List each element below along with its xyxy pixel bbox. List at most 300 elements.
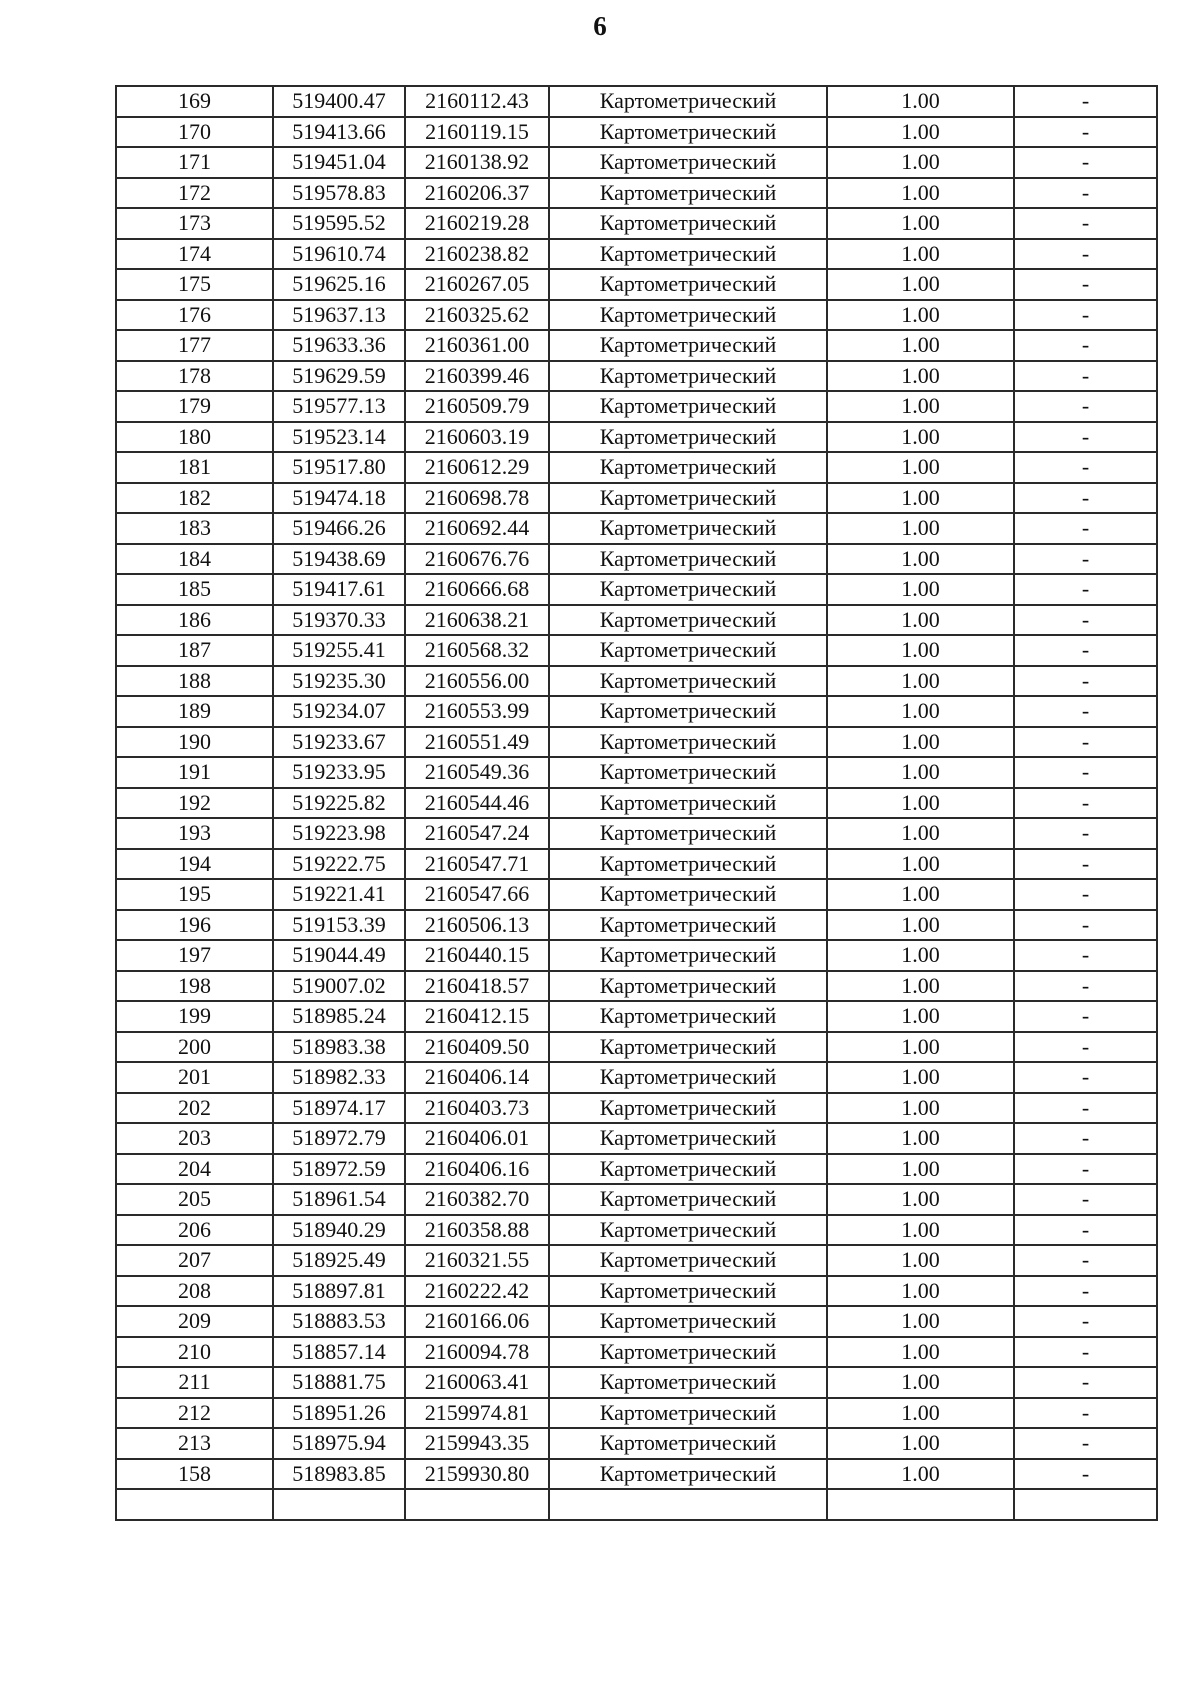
description-cell: - [1014,910,1157,941]
x-coordinate-cell: 519234.07 [273,696,405,727]
table-row [116,1215,1157,1246]
table-row [116,1123,1157,1154]
x-coordinate-cell: 519610.74 [273,239,405,270]
accuracy-cell: 1.00 [827,1093,1014,1124]
y-coordinate-cell: 2160222.42 [405,1276,549,1307]
table-row [116,117,1157,148]
x-coordinate-cell: 519629.59 [273,361,405,392]
table-row [116,1367,1157,1398]
y-coordinate-cell: 2160544.46 [405,788,549,819]
description-cell: - [1014,117,1157,148]
y-coordinate-cell: 2160506.13 [405,910,549,941]
description-cell: - [1014,1398,1157,1429]
x-coordinate-cell: 519223.98 [273,818,405,849]
description-cell: - [1014,1184,1157,1215]
accuracy-cell: 1.00 [827,1337,1014,1368]
accuracy-cell: 1.00 [827,1001,1014,1032]
table-row [116,940,1157,971]
accuracy-cell: 1.00 [827,452,1014,483]
accuracy-cell: 1.00 [827,422,1014,453]
x-coordinate-cell: 519222.75 [273,849,405,880]
method-cell: Картометрический [549,818,827,849]
x-coordinate-cell: 519578.83 [273,178,405,209]
y-coordinate-cell: 2160418.57 [405,971,549,1002]
point-number-cell: 178 [116,361,273,392]
y-coordinate-cell: 2160358.88 [405,1215,549,1246]
x-coordinate-cell: 518985.24 [273,1001,405,1032]
point-number-cell: 169 [116,86,273,117]
y-coordinate-cell: 2160406.01 [405,1123,549,1154]
point-number-cell: 201 [116,1062,273,1093]
y-coordinate-cell [405,1489,549,1520]
accuracy-cell: 1.00 [827,361,1014,392]
table-row [116,513,1157,544]
x-coordinate-cell: 518925.49 [273,1245,405,1276]
description-cell: - [1014,422,1157,453]
y-coordinate-cell: 2160666.68 [405,574,549,605]
point-number-cell: 191 [116,757,273,788]
description-cell: - [1014,269,1157,300]
description-cell: - [1014,513,1157,544]
method-cell: Картометрический [549,849,827,880]
point-number-cell: 192 [116,788,273,819]
point-number-cell: 181 [116,452,273,483]
method-cell: Картометрический [549,391,827,422]
y-coordinate-cell: 2160509.79 [405,391,549,422]
table-row [116,635,1157,666]
accuracy-cell: 1.00 [827,1154,1014,1185]
method-cell: Картометрический [549,452,827,483]
table-row [116,1184,1157,1215]
accuracy-cell: 1.00 [827,727,1014,758]
x-coordinate-cell: 519417.61 [273,574,405,605]
description-cell: - [1014,940,1157,971]
point-number-cell: 202 [116,1093,273,1124]
x-coordinate-cell: 518972.59 [273,1154,405,1185]
point-number-cell: 190 [116,727,273,758]
table-row [116,1337,1157,1368]
point-number-cell: 196 [116,910,273,941]
accuracy-cell: 1.00 [827,879,1014,910]
method-cell: Картометрический [549,1306,827,1337]
point-number-cell: 186 [116,605,273,636]
accuracy-cell: 1.00 [827,1306,1014,1337]
y-coordinate-cell: 2160138.92 [405,147,549,178]
method-cell: Картометрический [549,1093,827,1124]
point-number-cell: 185 [116,574,273,605]
method-cell: Картометрический [549,117,827,148]
table-row [116,971,1157,1002]
y-coordinate-cell: 2160692.44 [405,513,549,544]
x-coordinate-cell: 519255.41 [273,635,405,666]
table-row [116,208,1157,239]
y-coordinate-cell: 2160382.70 [405,1184,549,1215]
table-row [116,788,1157,819]
y-coordinate-cell: 2160321.55 [405,1245,549,1276]
accuracy-cell: 1.00 [827,788,1014,819]
table-row [116,269,1157,300]
method-cell: Картометрический [549,1398,827,1429]
y-coordinate-cell: 2160547.66 [405,879,549,910]
accuracy-cell: 1.00 [827,849,1014,880]
table-row [116,330,1157,361]
description-cell: - [1014,300,1157,331]
y-coordinate-cell: 2160406.16 [405,1154,549,1185]
point-number-cell: 203 [116,1123,273,1154]
point-number-cell: 189 [116,696,273,727]
table-row [116,574,1157,605]
description-cell: - [1014,239,1157,270]
point-number-cell: 177 [116,330,273,361]
table-row [116,147,1157,178]
point-number-cell [116,1489,273,1520]
description-cell: - [1014,1367,1157,1398]
x-coordinate-cell: 519451.04 [273,147,405,178]
table-row [116,1276,1157,1307]
description-cell: - [1014,818,1157,849]
point-number-cell: 176 [116,300,273,331]
point-number-cell: 188 [116,666,273,697]
y-coordinate-cell: 2160603.19 [405,422,549,453]
accuracy-cell: 1.00 [827,330,1014,361]
point-number-cell: 174 [116,239,273,270]
description-cell: - [1014,788,1157,819]
description-cell: - [1014,361,1157,392]
point-number-cell: 210 [116,1337,273,1368]
description-cell: - [1014,147,1157,178]
x-coordinate-cell: 519523.14 [273,422,405,453]
x-coordinate-cell: 519007.02 [273,971,405,1002]
table-row [116,1398,1157,1429]
table-row [116,1245,1157,1276]
method-cell: Картометрический [549,1459,827,1490]
description-cell: - [1014,727,1157,758]
x-coordinate-cell: 518881.75 [273,1367,405,1398]
point-number-cell: 213 [116,1428,273,1459]
accuracy-cell: 1.00 [827,1276,1014,1307]
table-row [116,849,1157,880]
coordinates-table [115,85,1158,1521]
table-row [116,178,1157,209]
method-cell: Картометрический [549,178,827,209]
table-row [116,1093,1157,1124]
accuracy-cell: 1.00 [827,1062,1014,1093]
y-coordinate-cell: 2160267.05 [405,269,549,300]
description-cell: - [1014,879,1157,910]
method-cell: Картометрический [549,666,827,697]
accuracy-cell: 1.00 [827,1184,1014,1215]
accuracy-cell: 1.00 [827,208,1014,239]
y-coordinate-cell: 2160399.46 [405,361,549,392]
description-cell [1014,1489,1157,1520]
accuracy-cell: 1.00 [827,117,1014,148]
x-coordinate-cell: 518974.17 [273,1093,405,1124]
point-number-cell: 208 [116,1276,273,1307]
description-cell: - [1014,330,1157,361]
description-cell: - [1014,696,1157,727]
accuracy-cell: 1.00 [827,574,1014,605]
point-number-cell: 207 [116,1245,273,1276]
y-coordinate-cell: 2160063.41 [405,1367,549,1398]
y-coordinate-cell: 2160612.29 [405,452,549,483]
y-coordinate-cell: 2160551.49 [405,727,549,758]
table-row [116,605,1157,636]
table-row [116,910,1157,941]
accuracy-cell: 1.00 [827,147,1014,178]
accuracy-cell: 1.00 [827,696,1014,727]
table-row [116,1154,1157,1185]
point-number-cell: 211 [116,1367,273,1398]
y-coordinate-cell: 2159930.80 [405,1459,549,1490]
description-cell: - [1014,391,1157,422]
table-row [116,1032,1157,1063]
y-coordinate-cell: 2160112.43 [405,86,549,117]
y-coordinate-cell: 2160638.21 [405,605,549,636]
y-coordinate-cell: 2160166.06 [405,1306,549,1337]
point-number-cell: 197 [116,940,273,971]
y-coordinate-cell: 2159943.35 [405,1428,549,1459]
y-coordinate-cell: 2160238.82 [405,239,549,270]
description-cell: - [1014,452,1157,483]
description-cell: - [1014,757,1157,788]
point-number-cell: 198 [116,971,273,1002]
method-cell: Картометрический [549,1123,827,1154]
method-cell: Картометрический [549,879,827,910]
table-row [116,483,1157,514]
table-row [116,239,1157,270]
table-row [116,696,1157,727]
point-number-cell: 204 [116,1154,273,1185]
table-row [116,361,1157,392]
description-cell: - [1014,666,1157,697]
accuracy-cell: 1.00 [827,635,1014,666]
table-row [116,757,1157,788]
point-number-cell: 180 [116,422,273,453]
table-row [116,452,1157,483]
method-cell: Картометрический [549,483,827,514]
y-coordinate-cell: 2160676.76 [405,544,549,575]
table-row [116,544,1157,575]
method-cell: Картометрический [549,147,827,178]
accuracy-cell: 1.00 [827,483,1014,514]
y-coordinate-cell: 2160553.99 [405,696,549,727]
x-coordinate-cell [273,1489,405,1520]
x-coordinate-cell: 518951.26 [273,1398,405,1429]
x-coordinate-cell: 518972.79 [273,1123,405,1154]
method-cell: Картометрический [549,757,827,788]
accuracy-cell: 1.00 [827,1245,1014,1276]
x-coordinate-cell: 518961.54 [273,1184,405,1215]
point-number-cell: 187 [116,635,273,666]
point-number-cell: 158 [116,1459,273,1490]
x-coordinate-cell: 519233.95 [273,757,405,788]
point-number-cell: 183 [116,513,273,544]
accuracy-cell: 1.00 [827,910,1014,941]
point-number-cell: 200 [116,1032,273,1063]
accuracy-cell: 1.00 [827,666,1014,697]
accuracy-cell [827,1489,1014,1520]
point-number-cell: 195 [116,879,273,910]
method-cell: Картометрический [549,1001,827,1032]
point-number-cell: 179 [116,391,273,422]
x-coordinate-cell: 519637.13 [273,300,405,331]
y-coordinate-cell: 2160094.78 [405,1337,549,1368]
method-cell: Картометрический [549,269,827,300]
accuracy-cell: 1.00 [827,1459,1014,1490]
description-cell: - [1014,1215,1157,1246]
accuracy-cell: 1.00 [827,1032,1014,1063]
description-cell: - [1014,971,1157,1002]
point-number-cell: 172 [116,178,273,209]
accuracy-cell: 1.00 [827,178,1014,209]
method-cell: Картометрический [549,1245,827,1276]
description-cell: - [1014,178,1157,209]
method-cell: Картометрический [549,1154,827,1185]
point-number-cell: 209 [116,1306,273,1337]
accuracy-cell: 1.00 [827,300,1014,331]
accuracy-cell: 1.00 [827,544,1014,575]
description-cell: - [1014,1306,1157,1337]
method-cell: Картометрический [549,1215,827,1246]
y-coordinate-cell: 2160403.73 [405,1093,549,1124]
accuracy-cell: 1.00 [827,818,1014,849]
table-row [116,391,1157,422]
x-coordinate-cell: 518883.53 [273,1306,405,1337]
method-cell: Картометрический [549,361,827,392]
y-coordinate-cell: 2160409.50 [405,1032,549,1063]
description-cell: - [1014,1337,1157,1368]
y-coordinate-cell: 2160206.37 [405,178,549,209]
description-cell: - [1014,1123,1157,1154]
accuracy-cell: 1.00 [827,86,1014,117]
x-coordinate-cell: 519633.36 [273,330,405,361]
x-coordinate-cell: 519413.66 [273,117,405,148]
accuracy-cell: 1.00 [827,1367,1014,1398]
x-coordinate-cell: 519577.13 [273,391,405,422]
x-coordinate-cell: 518982.33 [273,1062,405,1093]
point-number-cell: 171 [116,147,273,178]
table-row [116,1062,1157,1093]
method-cell: Картометрический [549,940,827,971]
accuracy-cell: 1.00 [827,269,1014,300]
x-coordinate-cell: 519233.67 [273,727,405,758]
description-cell: - [1014,605,1157,636]
y-coordinate-cell: 2160549.36 [405,757,549,788]
point-number-cell: 170 [116,117,273,148]
description-cell: - [1014,849,1157,880]
description-cell: - [1014,635,1157,666]
x-coordinate-cell: 518975.94 [273,1428,405,1459]
table-row [116,1306,1157,1337]
point-number-cell: 184 [116,544,273,575]
method-cell: Картометрический [549,239,827,270]
accuracy-cell: 1.00 [827,605,1014,636]
x-coordinate-cell: 519595.52 [273,208,405,239]
table-row [116,86,1157,117]
y-coordinate-cell: 2160568.32 [405,635,549,666]
description-cell: - [1014,1032,1157,1063]
y-coordinate-cell: 2160547.71 [405,849,549,880]
x-coordinate-cell: 519474.18 [273,483,405,514]
point-number-cell: 199 [116,1001,273,1032]
point-number-cell: 173 [116,208,273,239]
accuracy-cell: 1.00 [827,513,1014,544]
description-cell: - [1014,1428,1157,1459]
method-cell: Картометрический [549,1428,827,1459]
accuracy-cell: 1.00 [827,757,1014,788]
method-cell: Картометрический [549,574,827,605]
accuracy-cell: 1.00 [827,940,1014,971]
y-coordinate-cell: 2160440.15 [405,940,549,971]
accuracy-cell: 1.00 [827,391,1014,422]
method-cell: Картометрический [549,635,827,666]
x-coordinate-cell: 518857.14 [273,1337,405,1368]
x-coordinate-cell: 518940.29 [273,1215,405,1246]
method-cell: Картометрический [549,330,827,361]
description-cell: - [1014,1062,1157,1093]
y-coordinate-cell: 2160412.15 [405,1001,549,1032]
accuracy-cell: 1.00 [827,1428,1014,1459]
accuracy-cell: 1.00 [827,1123,1014,1154]
description-cell: - [1014,544,1157,575]
table-row [116,1001,1157,1032]
description-cell: - [1014,574,1157,605]
point-number-cell: 206 [116,1215,273,1246]
point-number-cell: 205 [116,1184,273,1215]
accuracy-cell: 1.00 [827,971,1014,1002]
table-row [116,1489,1157,1520]
y-coordinate-cell: 2160119.15 [405,117,549,148]
y-coordinate-cell: 2159974.81 [405,1398,549,1429]
point-number-cell: 194 [116,849,273,880]
method-cell: Картометрический [549,727,827,758]
method-cell: Картометрический [549,1184,827,1215]
y-coordinate-cell: 2160406.14 [405,1062,549,1093]
method-cell: Картометрический [549,1276,827,1307]
description-cell: - [1014,1459,1157,1490]
table-row [116,422,1157,453]
x-coordinate-cell: 519466.26 [273,513,405,544]
y-coordinate-cell: 2160556.00 [405,666,549,697]
point-number-cell: 193 [116,818,273,849]
method-cell: Картометрический [549,788,827,819]
table-row [116,818,1157,849]
x-coordinate-cell: 518983.38 [273,1032,405,1063]
y-coordinate-cell: 2160698.78 [405,483,549,514]
accuracy-cell: 1.00 [827,1398,1014,1429]
y-coordinate-cell: 2160219.28 [405,208,549,239]
x-coordinate-cell: 519221.41 [273,879,405,910]
accuracy-cell: 1.00 [827,1215,1014,1246]
table-row [116,300,1157,331]
point-number-cell: 175 [116,269,273,300]
coordinates-table-container [115,85,1144,1521]
method-cell: Картометрический [549,513,827,544]
x-coordinate-cell: 519625.16 [273,269,405,300]
method-cell: Картометрический [549,605,827,636]
method-cell: Картометрический [549,971,827,1002]
description-cell: - [1014,483,1157,514]
method-cell: Картометрический [549,422,827,453]
table-row [116,666,1157,697]
method-cell: Картометрический [549,1367,827,1398]
method-cell: Картометрический [549,1032,827,1063]
description-cell: - [1014,1093,1157,1124]
x-coordinate-cell: 519153.39 [273,910,405,941]
description-cell: - [1014,86,1157,117]
description-cell: - [1014,1154,1157,1185]
coordinates-table-body [116,86,1157,1520]
